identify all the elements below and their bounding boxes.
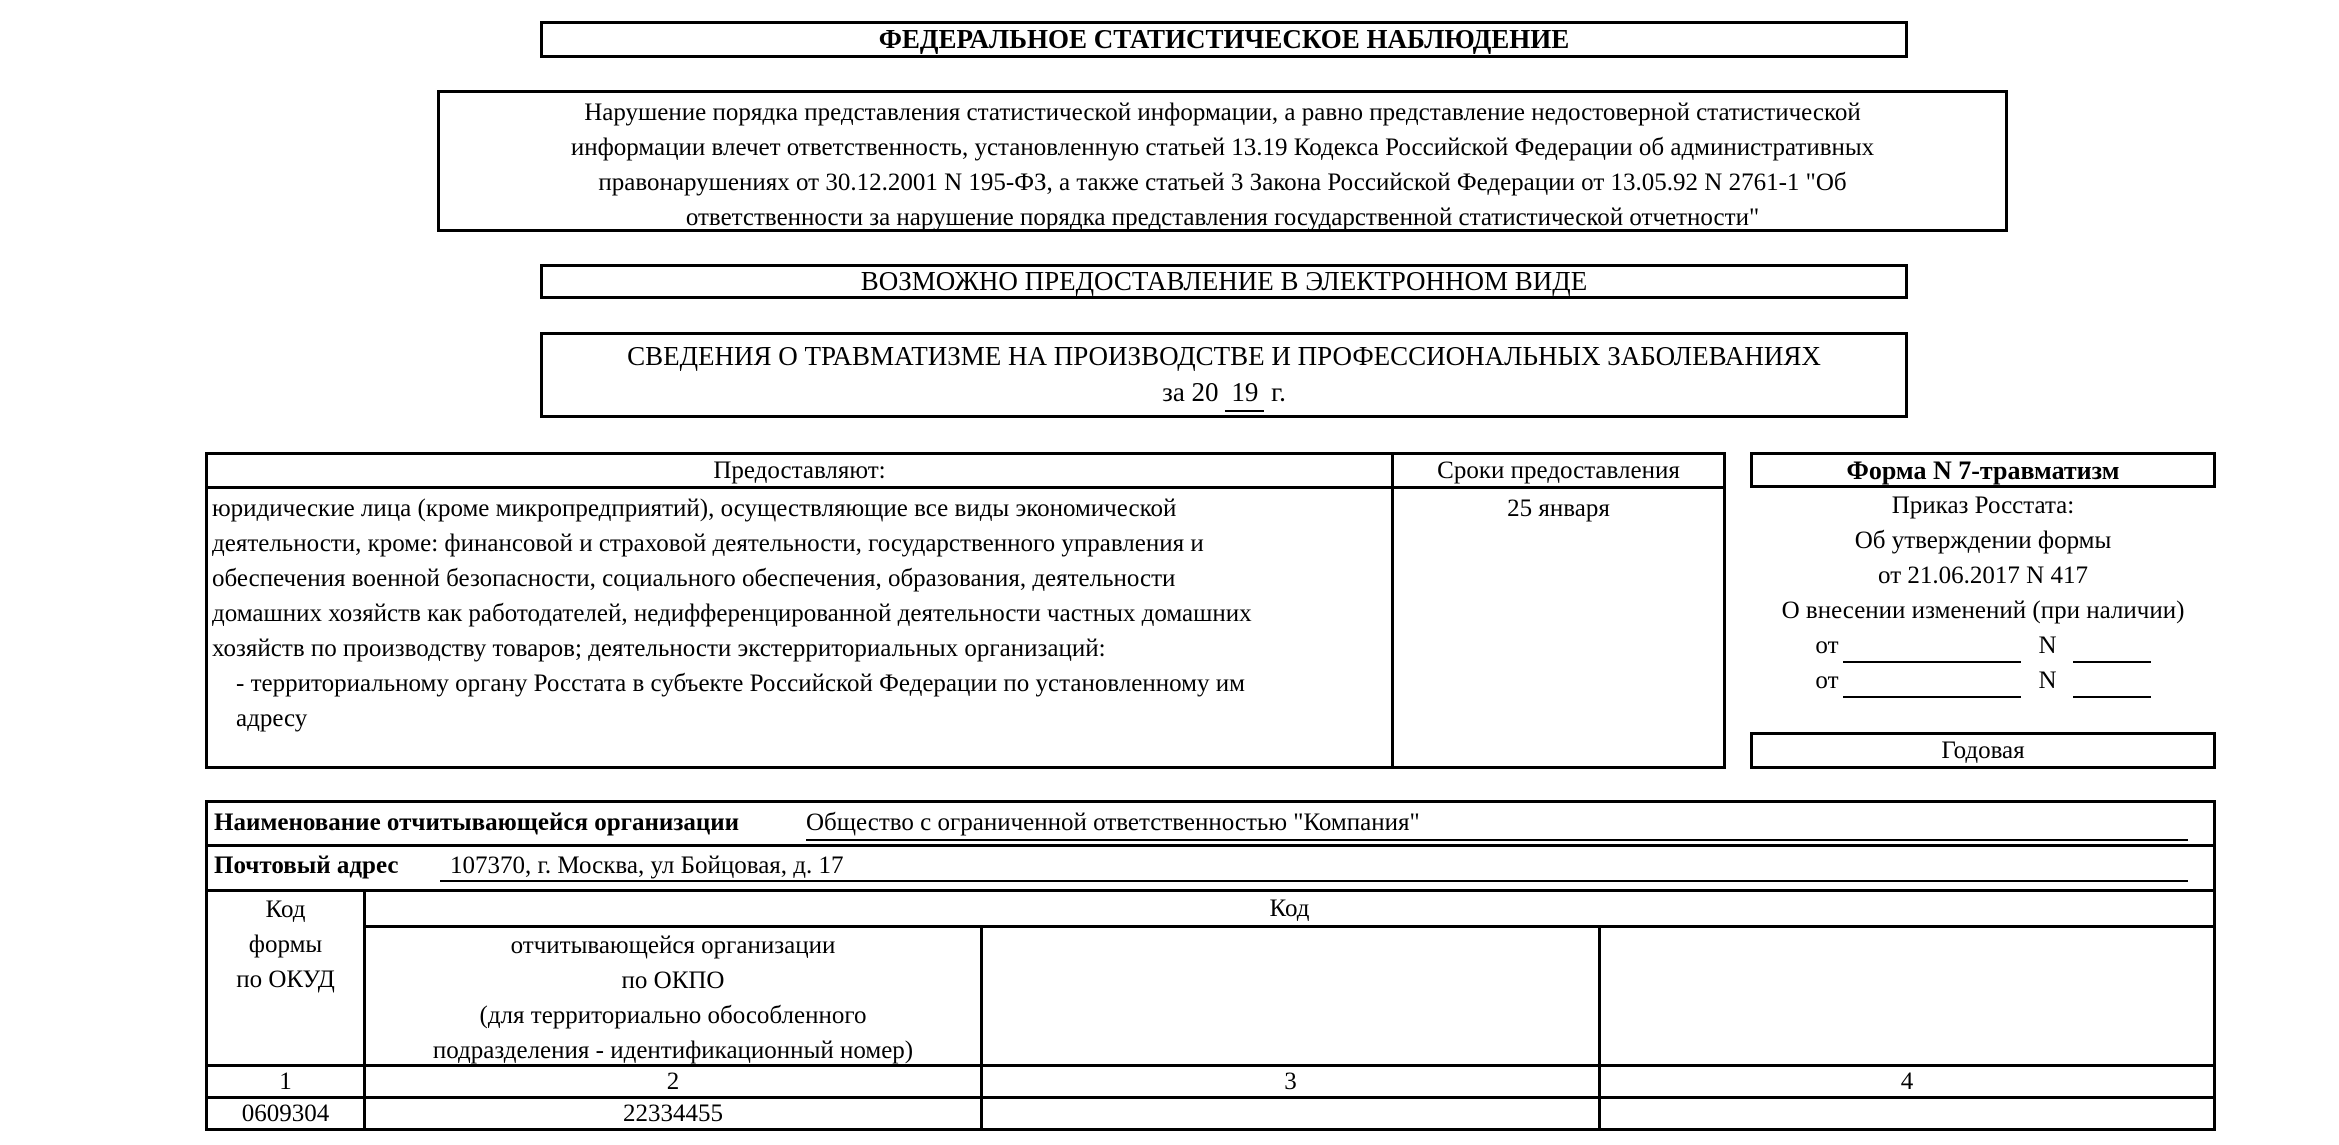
period-box [1750, 732, 2216, 769]
year-value-field[interactable]: 19 [1225, 374, 1264, 412]
code-col3-value[interactable] [983, 1099, 1598, 1128]
period-value: Годовая [1941, 737, 2025, 764]
electronic-submission-text: ВОЗМОЖНО ПРЕДОСТАВЛЕНИЕ В ЭЛЕКТРОННОМ ВИДЕ [860, 266, 1588, 296]
deadline-header: Сроки предоставления [1437, 457, 1680, 484]
amendment-date-field[interactable] [1843, 670, 2021, 698]
column-number: 4 [1900, 1068, 1914, 1095]
warning-line: правонарушениях от 30.12.2001 N 195-ФЗ, а также статьей 3 Закона Российской Федерации от 13.05.92 N 2761-1 "Об [598, 169, 1847, 196]
order-line: О внесении изменений (при наличии) [1781, 597, 2185, 624]
amendment-number-field[interactable] [2073, 670, 2151, 698]
org-name-value: Общество с ограниченной ответственностью "Компания" [806, 809, 1420, 836]
okpo-header [366, 928, 980, 1064]
okpo-header-line: подразделения - идентификационный номер) [432, 1037, 914, 1064]
column-divider [1598, 925, 1601, 1128]
legal-warning-box [437, 90, 2008, 232]
providers-line: домашних хозяйств как работодателей, недифференцированной деятельности частных домашних [212, 600, 1252, 627]
amendment-row [1750, 663, 2216, 698]
column-number: 2 [666, 1068, 680, 1095]
okpo-header-line: (для территориально обособленного [479, 1002, 867, 1029]
form-number-box [1750, 452, 2216, 488]
from-label: от [1815, 632, 1839, 659]
electronic-submission-box [540, 264, 1908, 299]
org-name-label: Наименование отчитывающейся организации [214, 809, 740, 836]
report-year-line [543, 374, 1905, 412]
rosstat-order-block [1750, 488, 2216, 698]
warning-line: ответственности за нарушение порядка представления государственной статистической отчетности" [685, 204, 1760, 231]
providers-line: деятельности, кроме: финансовой и страховой деятельности, государственного управления и [212, 530, 1204, 557]
form-number: Форма N 7-травматизм [1846, 456, 2120, 485]
column-divider [980, 925, 983, 1128]
n-label: N [2038, 632, 2057, 659]
okpo-code-value[interactable]: 22334455 [623, 1100, 723, 1127]
order-line: Приказ Росстата: [1891, 492, 2075, 519]
row-divider [208, 844, 2213, 847]
deadline-value: 25 января [1507, 495, 1610, 522]
header-divider [208, 486, 1723, 489]
okud-header-line: формы [248, 931, 323, 958]
n-label: N [2038, 667, 2057, 694]
from-label: от [1815, 667, 1839, 694]
address-row [214, 850, 398, 882]
providers-table [205, 452, 1726, 769]
federal-observation-header [540, 21, 1908, 58]
report-title: СВЕДЕНИЯ О ТРАВМАТИЗМЕ НА ПРОИЗВОДСТВЕ И ПРОФЕССИОНАЛЬНЫХ ЗАБОЛЕВАНИЯХ [627, 341, 1821, 371]
org-name-row [214, 807, 739, 839]
providers-sub-line: - территориальному органу Росстата в субъекте Российской Федерации по установленному им [236, 670, 1245, 697]
address-value: 107370, г. Москва, ул Бойцовая, д. 17 [450, 852, 844, 879]
okpo-header-line: по ОКПО [621, 967, 725, 994]
okud-header-line: Код [265, 896, 306, 923]
column-number: 3 [1284, 1068, 1297, 1095]
providers-line: хозяйств по производству товаров; деятельности экстерриториальных организаций: [212, 635, 1106, 662]
address-field[interactable] [440, 850, 2188, 882]
year-suffix: г. [1271, 377, 1286, 407]
okud-header [208, 892, 363, 997]
report-title-box [540, 332, 1908, 418]
providers-line: юридические лица (кроме микропредприятий), осуществляющие все виды экономической [212, 495, 1177, 522]
order-line: Об утверждении формы [1854, 527, 2112, 554]
warning-line: информации влечет ответственность, установленную статьей 13.19 Кодекса Российской Федерации об административных [570, 134, 1875, 161]
amendment-row [1750, 628, 2216, 663]
column-number: 1 [279, 1068, 292, 1095]
okud-code-value[interactable]: 0609304 [241, 1100, 330, 1127]
address-label: Почтовый адрес [214, 852, 399, 879]
code-header: Код [1269, 895, 1310, 922]
okud-header-line: по ОКУД [236, 966, 335, 993]
order-line: от 21.06.2017 N 417 [1878, 562, 2088, 589]
providers-description [212, 491, 1387, 736]
amendment-number-field[interactable] [2073, 635, 2151, 663]
providers-header: Предоставляют: [713, 457, 886, 484]
org-name-field[interactable] [806, 807, 2188, 841]
organization-table [205, 800, 2216, 1131]
code-col4-value[interactable] [1601, 1099, 2213, 1128]
warning-line: Нарушение порядка представления статистической информации, а равно представление недостоверной статистической [584, 99, 1861, 126]
providers-line: обеспечения военной безопасности, социального обеспечения, образования, деятельности [212, 565, 1176, 592]
amendment-date-field[interactable] [1843, 635, 2021, 663]
year-prefix: за 20 [1162, 377, 1219, 407]
providers-sub-line: адресу [236, 705, 308, 732]
okpo-header-line: отчитывающейся организации [510, 932, 836, 959]
federal-observation-text: ФЕДЕРАЛЬНОЕ СТАТИСТИЧЕСКОЕ НАБЛЮДЕНИЕ [878, 24, 1570, 54]
